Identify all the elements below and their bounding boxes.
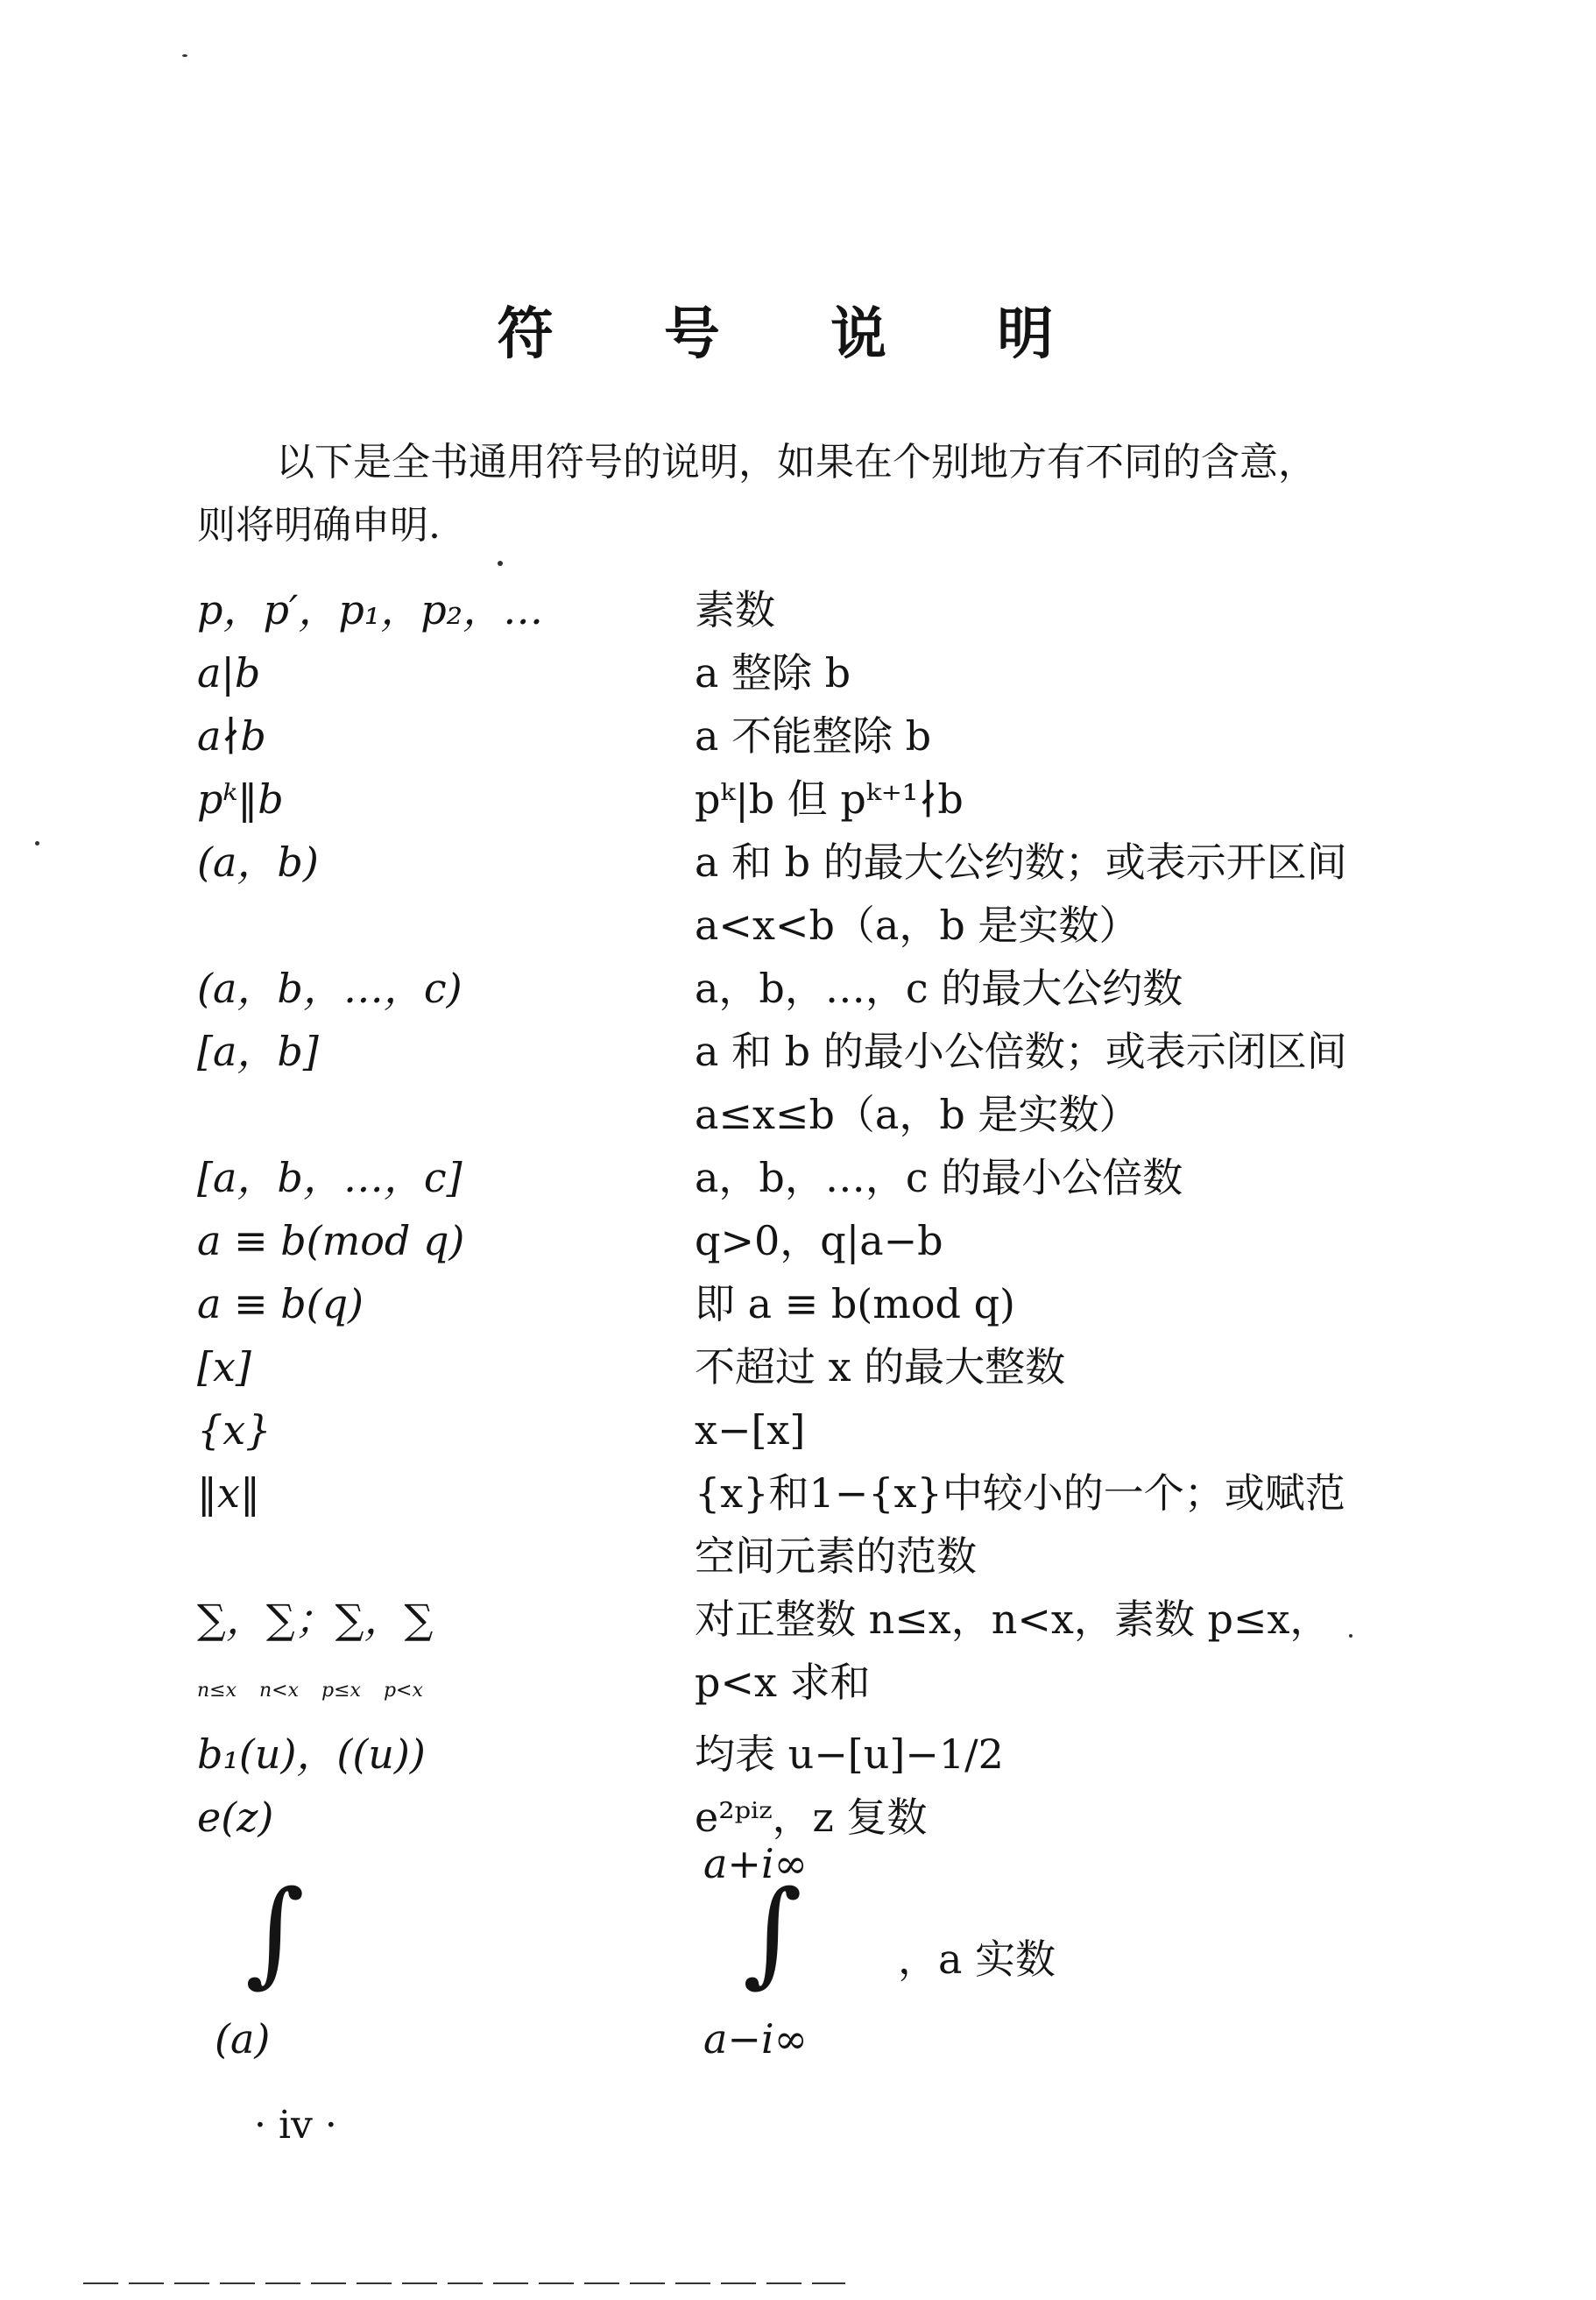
symbol: pᵏ‖b (197, 775, 284, 823)
symbol: (a，b，…，c) (197, 965, 463, 1012)
symbol-meaning: 均表 u−[u]−1/2 (695, 1730, 1004, 1778)
scan-speck (35, 841, 39, 846)
symbol: [a，b] (197, 1028, 319, 1075)
sum-limit: n≤x (197, 1680, 237, 1702)
sum-limit: p<x (383, 1680, 423, 1702)
integral-left-lower: (a) (215, 2015, 271, 2063)
scan-speck (1349, 1634, 1352, 1638)
integral-right-upper: a+i∞ (703, 1840, 808, 1887)
symbol-meaning: q>0，q|a−b (695, 1217, 943, 1264)
symbol-meaning: a<x<b（a，b 是实数） (695, 902, 1140, 949)
symbol-row (197, 1398, 1441, 1461)
scan-speck (182, 54, 187, 57)
symbol: [a，b，…，c] (197, 1154, 463, 1201)
symbol: (a，b) (197, 839, 319, 886)
symbol-row (197, 894, 1441, 957)
symbol-meaning: x−[x] (695, 1406, 806, 1454)
symbol-row (197, 1461, 1441, 1525)
symbol-row (197, 704, 1441, 768)
symbol-meaning: pᵏ|b 但 pᵏ⁺¹∤b (695, 775, 964, 823)
symbol-meaning: a 不能整除 b (695, 712, 932, 760)
symbol-meaning: a，b，…，c 的最大公约数 (695, 965, 1183, 1012)
intro-paragraph (197, 431, 1423, 557)
symbol-meaning: 对正整数 n≤x，n<x，素数 p≤x， (695, 1596, 1331, 1643)
symbol (197, 894, 695, 957)
integral-right-note: ，a 实数 (898, 1936, 1056, 1983)
symbol: {x} (197, 1406, 272, 1454)
symbol: a∤b (197, 712, 266, 760)
symbol-meaning: 素数 (695, 586, 775, 633)
symbol-row (197, 1723, 1441, 1786)
symbol (197, 1525, 695, 1588)
scan-edge-line (83, 2282, 845, 2284)
symbol-row (197, 641, 1441, 704)
symbol-row (197, 578, 1441, 641)
symbol-meaning: a≤x≤b（a，b 是实数） (695, 1091, 1140, 1138)
intro-line-2: 则将明确申明. (197, 503, 441, 548)
symbol-row (197, 1083, 1441, 1146)
symbol-meaning: 空间元素的范数 (695, 1532, 977, 1580)
symbol-meaning: 不超过 x 的最大整数 (695, 1343, 1066, 1391)
symbol-row (197, 831, 1441, 894)
symbol: a|b (197, 649, 261, 697)
symbol-meaning: p<x 求和 (695, 1659, 871, 1706)
symbol-meaning: a 和 b 的最小公倍数；或表示闭区间 (695, 1028, 1347, 1075)
symbol-meaning: {x}和1−{x}中较小的一个；或赋范 (695, 1469, 1345, 1517)
symbol-row (197, 768, 1441, 831)
symbol: ‖x‖ (197, 1469, 260, 1517)
integral-sign: ∫ (743, 1865, 802, 1999)
symbol-meaning: e²ᵖⁱᶻ，z 复数 (695, 1794, 928, 1841)
symbol-meaning: 即 a ≡ b(mod q) (695, 1280, 1016, 1327)
symbol-row (197, 1146, 1441, 1209)
symbol-meaning: a 整除 b (695, 649, 851, 697)
symbol (197, 1083, 695, 1146)
symbol: a ≡ b(q) (197, 1280, 364, 1327)
scan-speck (498, 561, 503, 566)
symbol-row (197, 1588, 1441, 1651)
page-number: · iv · (254, 2103, 337, 2148)
symbol-table (197, 578, 1441, 1849)
symbol: ∑，∑；∑，∑ (197, 1596, 434, 1643)
symbol-meaning: a，b，…，c 的最小公倍数 (695, 1154, 1183, 1201)
symbol: a ≡ b(mod q) (197, 1217, 465, 1264)
sum-limits (197, 1651, 695, 1723)
symbol-row-sum-limits (197, 1651, 1441, 1723)
symbol-meaning: a 和 b 的最大公约数；或表示开区间 (695, 839, 1347, 886)
symbol: b₁(u)，((u)) (197, 1730, 426, 1778)
symbol-row (197, 1272, 1441, 1335)
symbol-row (197, 957, 1441, 1020)
page-title: 符 号 说 明 (497, 301, 1099, 367)
symbol-row (197, 1209, 1441, 1272)
integral-row (197, 1840, 1441, 2068)
integral-sign: ∫ (245, 1865, 305, 1999)
intro-line-1: 以下是全书通用符号的说明，如果在个别地方有不同的含意， (276, 440, 1317, 485)
sum-limit: n<x (259, 1680, 300, 1702)
sum-limit: p≤x (321, 1680, 361, 1702)
symbol: [x] (197, 1343, 251, 1391)
symbol: e(z) (197, 1794, 274, 1841)
symbol-row (197, 1335, 1441, 1398)
symbol-row (197, 1525, 1441, 1588)
symbol-row (197, 1020, 1441, 1083)
symbol: p，p′，p₁，p₂，… (197, 586, 544, 633)
integral-right-lower: a−i∞ (703, 2015, 808, 2063)
